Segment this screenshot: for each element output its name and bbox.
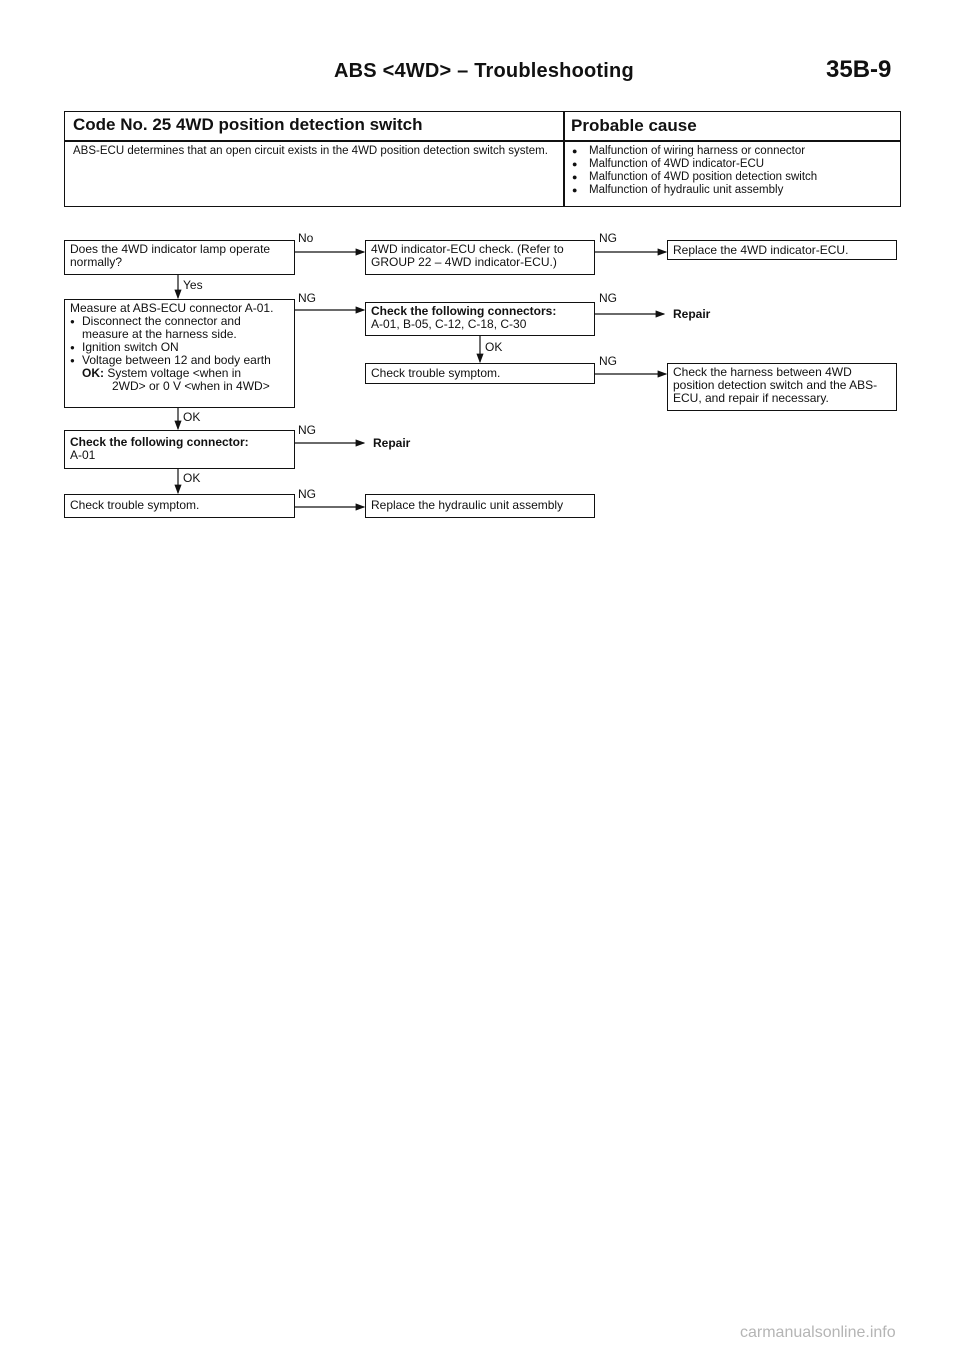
measure-box bbox=[64, 299, 295, 408]
replace-hydraulic-text: Replace the hydraulic unit assembly bbox=[371, 498, 564, 512]
label-ng: NG bbox=[298, 423, 316, 437]
symptom-box-2 bbox=[64, 494, 295, 518]
ok-text: System voltage <when in bbox=[107, 366, 242, 380]
question-lamp-text: Does the 4WD indicator lamp operate normally? bbox=[70, 242, 271, 269]
cause-item: ● Malfunction of hydraulic unit assembly bbox=[569, 184, 817, 197]
symptom-box bbox=[365, 363, 595, 384]
symptom-text: Check trouble symptom. bbox=[371, 366, 501, 380]
watermark: carmanualsonline.info bbox=[740, 1324, 896, 1341]
symptom-text: Check trouble symptom. bbox=[70, 498, 200, 512]
label-ok: OK bbox=[183, 471, 201, 485]
cause-item: ● Malfunction of 4WD position detection switch bbox=[569, 171, 817, 184]
repair-label: Repair bbox=[373, 436, 411, 450]
code-title: Code No. 25 4WD position detection switch bbox=[73, 115, 423, 134]
label-ng: NG bbox=[599, 231, 617, 245]
ecu-check-box bbox=[365, 240, 595, 275]
measure-title: Measure at ABS-ECU connector A-01. bbox=[70, 301, 274, 315]
repair-label: Repair bbox=[673, 307, 711, 321]
code-description: ABS-ECU determines that an open circuit exists in the 4WD position detection switch system. bbox=[73, 145, 548, 157]
connector-list: A-01 bbox=[70, 448, 96, 462]
label-ok: OK bbox=[183, 410, 201, 424]
harness-check-text: Check the harness between 4WD position detection switch and the ABS-ECU, and repair if necessary. bbox=[673, 365, 878, 405]
connector-list: A-01, B-05, C-12, C-18, C-30 bbox=[371, 317, 527, 331]
label-yes: Yes bbox=[183, 278, 203, 292]
measure-bullet: ● Ignition switch ON bbox=[70, 341, 289, 354]
page-number: 35B-9 bbox=[826, 56, 892, 83]
label-no: No bbox=[298, 231, 314, 245]
replace-ecu-text: Replace the 4WD indicator-ECU. bbox=[673, 243, 849, 257]
measure-bullet: ● Disconnect the connector and measure at the harness side. bbox=[70, 315, 289, 341]
question-lamp-box bbox=[64, 240, 295, 275]
probable-cause-title: Probable cause bbox=[571, 116, 697, 135]
ok-label: OK: bbox=[82, 366, 104, 380]
connector-check-box-2 bbox=[64, 430, 295, 469]
page-header-title: ABS <4WD> – Troubleshooting bbox=[334, 60, 634, 82]
label-ng: NG bbox=[298, 291, 316, 305]
harness-check-box bbox=[667, 363, 897, 411]
label-ng: NG bbox=[298, 487, 316, 501]
replace-ecu-box bbox=[667, 240, 897, 260]
ecu-check-text: 4WD indicator-ECU check. (Refer to GROUP 22 – 4WD indicator-ECU.) bbox=[371, 242, 564, 269]
cause-item: ● Malfunction of 4WD indicator-ECU bbox=[569, 158, 817, 171]
measure-bullet: ● Voltage between 12 and body earth bbox=[70, 354, 289, 367]
replace-hydraulic-box bbox=[365, 494, 595, 518]
ok-text-2: 2WD> or 0 V <when in 4WD> bbox=[112, 379, 270, 393]
connector-check-box bbox=[365, 302, 595, 336]
connector-check-title: Check the following connectors: bbox=[371, 304, 557, 318]
label-ng: NG bbox=[599, 291, 617, 305]
label-ok: OK bbox=[485, 340, 503, 354]
cause-item: ● Malfunction of wiring harness or connector bbox=[569, 145, 817, 158]
label-ng: NG bbox=[599, 354, 617, 368]
connector-check-title: Check the following connector: bbox=[70, 435, 249, 449]
